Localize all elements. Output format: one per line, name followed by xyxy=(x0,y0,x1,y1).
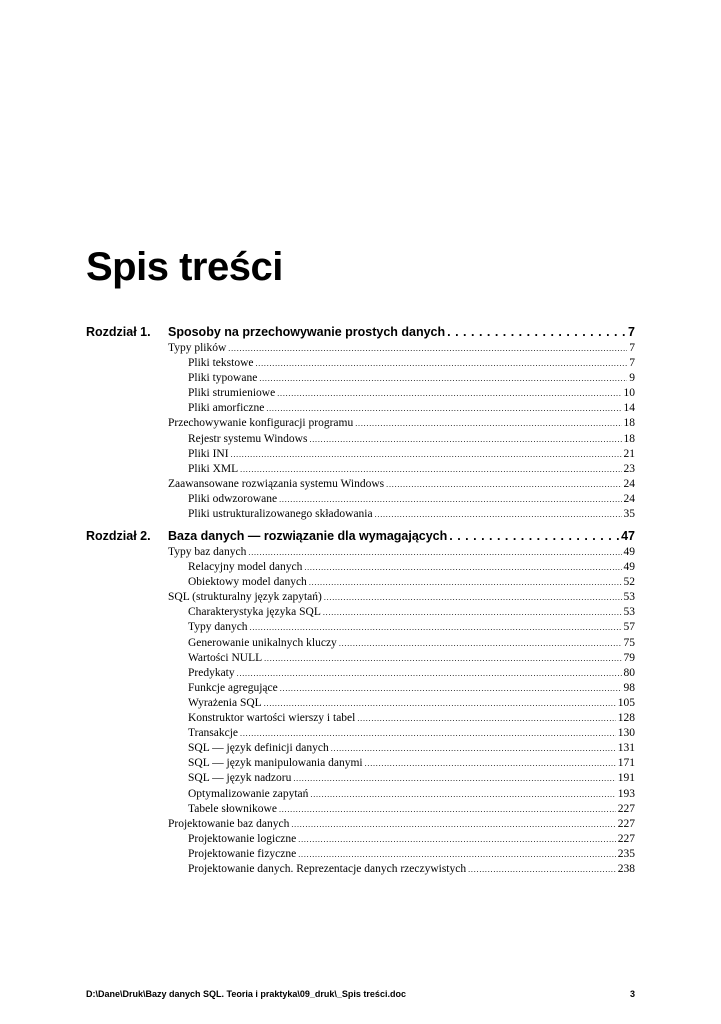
toc-entry-page: 52 xyxy=(623,576,635,589)
chapter-title: Baza danych — rozwiązanie dla wymagających xyxy=(168,529,448,543)
toc-entry[interactable] xyxy=(86,651,635,666)
dot-leader xyxy=(323,605,622,620)
toc-entry-page: 227 xyxy=(617,832,635,845)
toc-entry-title: Tabele słownikowe xyxy=(188,802,277,815)
chapter-page: 7 xyxy=(628,325,635,339)
toc-entry[interactable] xyxy=(86,462,635,477)
dot-leader xyxy=(468,862,616,877)
toc-entry[interactable] xyxy=(86,741,635,756)
toc-entry-title: Pliki ustrukturalizowanego składowania xyxy=(188,508,373,521)
dot-leader xyxy=(386,477,621,492)
chapter-label: Rozdział 1. xyxy=(86,325,151,339)
toc-entry[interactable] xyxy=(86,862,635,877)
toc-entry-page: 235 xyxy=(617,847,635,860)
dot-leader xyxy=(240,726,616,741)
toc-entry-page: 23 xyxy=(623,462,635,475)
chapter-1 xyxy=(86,323,635,522)
dot-leader xyxy=(293,771,615,786)
toc-entry-title: SQL (strukturalny język zapytań) xyxy=(168,591,322,604)
dot-leader xyxy=(240,462,621,477)
toc-entry-page: 193 xyxy=(617,787,635,800)
dot-leader xyxy=(231,447,622,462)
toc-entries xyxy=(86,545,635,877)
toc-entry-page: 57 xyxy=(623,621,635,634)
toc-entry-title: Pliki amorficzne xyxy=(188,402,265,415)
toc-entry[interactable] xyxy=(86,507,635,522)
toc-entry-title: SQL — język definicji danych xyxy=(188,742,329,755)
toc-entry[interactable] xyxy=(86,726,635,741)
toc-entry[interactable] xyxy=(86,847,635,862)
toc-entry-page: 130 xyxy=(617,727,635,740)
dot-leader xyxy=(447,323,626,341)
toc-entry[interactable] xyxy=(86,341,635,356)
toc-entry[interactable] xyxy=(86,560,635,575)
toc-entry-page: 53 xyxy=(623,606,635,619)
toc-entry[interactable] xyxy=(86,636,635,651)
toc-entry-title: Typy baz danych xyxy=(168,546,247,558)
toc-entry[interactable] xyxy=(86,696,635,711)
dot-leader xyxy=(250,620,622,635)
toc-entry-title: Rejestr systemu Windows xyxy=(188,432,308,445)
toc-entry-page: 75 xyxy=(623,636,635,649)
dot-leader xyxy=(279,492,621,507)
toc-entry-page: 105 xyxy=(617,696,635,709)
toc-entry-title: Konstruktor wartości wierszy i tabel xyxy=(188,712,356,725)
dot-leader xyxy=(280,681,622,696)
toc-entry-title: SQL — język manipulowania danymi xyxy=(188,757,363,770)
toc-entry-title: Pliki typowane xyxy=(188,372,258,385)
dot-leader xyxy=(259,371,627,386)
toc-entry-page: 98 xyxy=(623,681,635,694)
toc-entry-page: 24 xyxy=(623,477,635,490)
toc-entry[interactable] xyxy=(86,371,635,386)
toc-entry-title: Relacyjny model danych xyxy=(188,561,303,574)
toc-entry[interactable] xyxy=(86,492,635,507)
toc-entry-title: Obiektowy model danych xyxy=(188,576,307,589)
dot-leader xyxy=(266,401,621,416)
toc-entry[interactable] xyxy=(86,817,635,832)
toc-entry-title: Projektowanie logiczne xyxy=(188,832,297,845)
dot-leader xyxy=(309,575,622,590)
toc-entry[interactable] xyxy=(86,681,635,696)
toc-entry-page: 131 xyxy=(617,742,635,755)
toc-entry[interactable] xyxy=(86,386,635,401)
toc-entry[interactable] xyxy=(86,575,635,590)
toc-entry-title: Generowanie unikalnych kluczy xyxy=(188,636,337,649)
toc-entry-page: 79 xyxy=(623,651,635,664)
dot-leader xyxy=(331,741,616,756)
chapter-page: 47 xyxy=(621,529,635,543)
toc-entry-title: Projektowanie fizyczne xyxy=(188,847,297,860)
dot-leader xyxy=(264,696,616,711)
toc-entry-title: Charakterystyka języka SQL xyxy=(188,606,321,619)
dot-leader xyxy=(375,507,622,522)
toc-entry-page: 24 xyxy=(623,492,635,505)
toc-entry-page: 14 xyxy=(623,402,635,415)
toc-entry[interactable] xyxy=(86,832,635,847)
dot-leader xyxy=(309,432,621,447)
toc-entry-title: Zaawansowane rozwiązania systemu Windows xyxy=(168,477,385,490)
toc-entry-page: 35 xyxy=(623,508,635,521)
dot-leader xyxy=(256,356,628,371)
toc-entry-page: 7 xyxy=(629,357,635,370)
toc-entry-title: SQL — język nadzoru xyxy=(188,772,292,785)
toc-entry[interactable] xyxy=(86,356,635,371)
toc-entry-page: 18 xyxy=(623,417,635,430)
toc-entry-title: Pliki INI xyxy=(188,447,229,460)
toc-entry-title: Przechowywanie konfiguracji programu xyxy=(168,417,354,430)
dot-leader xyxy=(264,651,621,666)
toc-entry[interactable] xyxy=(86,401,635,416)
page-title: Spis treści xyxy=(86,245,283,289)
toc-entry-page: 227 xyxy=(617,817,635,830)
toc-entry-title: Wyrażenia SQL xyxy=(188,696,262,709)
dot-leader xyxy=(357,711,615,726)
dot-leader xyxy=(237,666,622,681)
toc-entry[interactable] xyxy=(86,802,635,817)
page-footer xyxy=(86,989,635,999)
toc-entry-title: Projektowanie danych. Reprezentacje danych rzeczywistych xyxy=(188,862,467,875)
dot-leader xyxy=(355,416,621,431)
dot-leader xyxy=(291,817,615,832)
toc-entry-title: Optymalizowanie zapytań xyxy=(188,787,309,800)
toc-entry[interactable] xyxy=(86,605,635,620)
chapter-heading[interactable] xyxy=(86,527,635,545)
footer-file-path: D:\Dane\Druk\Bazy danych SQL. Teoria i praktyka\09_druk\_Spis treści.doc xyxy=(86,989,406,999)
toc-entry[interactable] xyxy=(86,545,635,560)
dot-leader xyxy=(365,756,616,771)
toc-entry-title: Typy danych xyxy=(188,621,248,634)
toc-entry[interactable] xyxy=(86,590,635,605)
dot-leader xyxy=(310,787,615,802)
dot-leader xyxy=(304,560,621,575)
toc-entry-title: Pliki odwzorowane xyxy=(188,492,278,505)
toc-entry[interactable] xyxy=(86,432,635,447)
dot-leader xyxy=(298,832,615,847)
toc-entry-title: Transakcje xyxy=(188,727,239,740)
toc-entry-page: 238 xyxy=(617,862,635,875)
toc-entry-title: Projektowanie baz danych xyxy=(168,817,290,830)
toc-entry-title: Funkcje agregujące xyxy=(188,681,278,694)
chapter-2 xyxy=(86,527,635,877)
toc-entry-title: Pliki XML xyxy=(188,462,239,475)
dot-leader xyxy=(228,341,627,356)
toc-entry-page: 80 xyxy=(623,666,635,679)
chapter-heading[interactable] xyxy=(86,323,635,341)
toc-entry-page: 49 xyxy=(623,561,635,574)
toc-entry-page: 49 xyxy=(623,546,635,558)
chapter-title: Sposoby na przechowywanie prostych danych xyxy=(168,325,446,339)
dot-leader xyxy=(248,545,621,560)
footer-page-number: 3 xyxy=(629,989,635,999)
toc-entries xyxy=(86,341,635,522)
toc-entry-page: 9 xyxy=(629,372,635,385)
dot-leader xyxy=(339,636,622,651)
toc-entry[interactable] xyxy=(86,787,635,802)
toc-entry[interactable] xyxy=(86,756,635,771)
toc-entry-page: 171 xyxy=(617,757,635,770)
toc-entry-page: 7 xyxy=(629,342,635,354)
dot-leader xyxy=(298,847,616,862)
toc-entry[interactable] xyxy=(86,477,635,492)
toc-entry-page: 227 xyxy=(617,802,635,815)
toc-entry-title: Pliki tekstowe xyxy=(188,357,254,370)
dot-leader xyxy=(279,802,616,817)
toc-entry[interactable] xyxy=(86,711,635,726)
dot-leader xyxy=(449,527,619,545)
chapter-label: Rozdział 2. xyxy=(86,529,151,543)
toc-entry-page: 21 xyxy=(623,447,635,460)
dot-leader xyxy=(324,590,622,605)
toc-entry-title: Typy plików xyxy=(168,342,227,354)
toc-entry-title: Pliki strumieniowe xyxy=(188,387,276,400)
toc-entry[interactable] xyxy=(86,416,635,431)
toc-entry-page: 10 xyxy=(623,387,635,400)
toc-entry[interactable] xyxy=(86,666,635,681)
toc-entry-title: Predykaty xyxy=(188,666,235,679)
toc-entry-page: 18 xyxy=(623,432,635,445)
toc-entry[interactable] xyxy=(86,447,635,462)
toc-entry-page: 53 xyxy=(623,591,635,604)
dot-leader xyxy=(277,386,621,401)
toc-entry-title: Wartości NULL xyxy=(188,651,263,664)
toc-entry-page: 128 xyxy=(617,712,635,725)
toc-entry-page: 191 xyxy=(617,772,635,785)
toc-entry[interactable] xyxy=(86,620,635,635)
toc-entry[interactable] xyxy=(86,771,635,786)
